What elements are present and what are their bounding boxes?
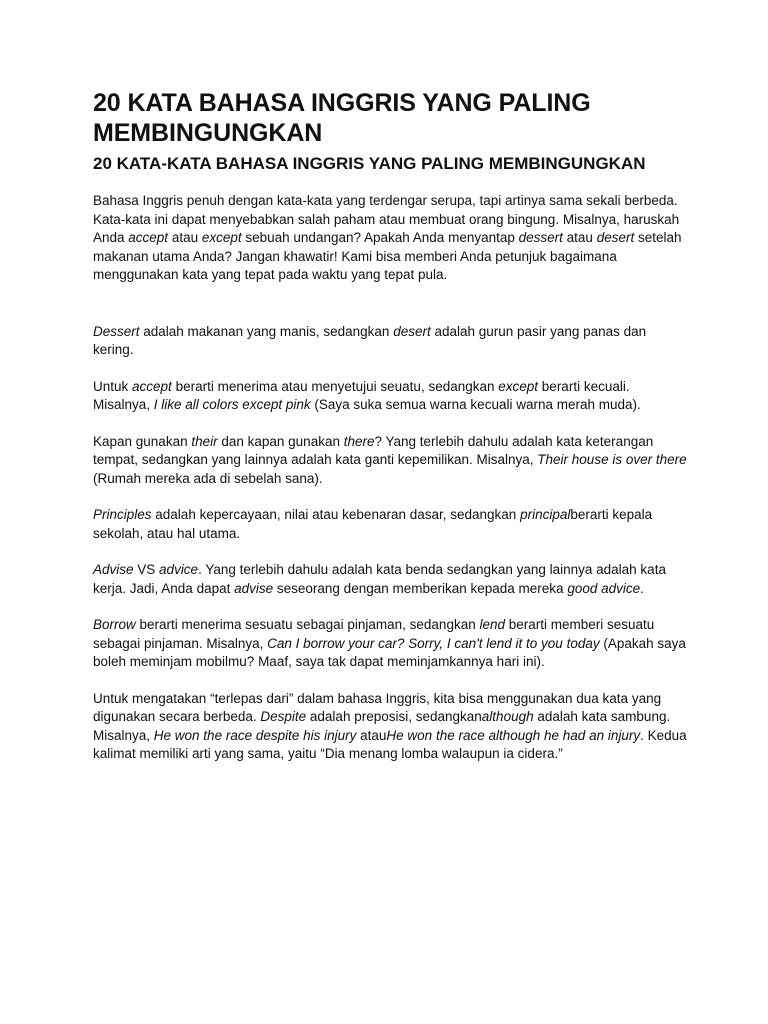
italic-term: advice (159, 562, 199, 577)
text-run: setelah makanan utama Anda? Jangan khawatir! Kami bisa memberi Anda petunjuk bagaimana menggunakan kata yang tepat pada waktu yang tepat pula. (93, 230, 682, 282)
text-run: adalah gurun pasir yang panas dan kering. (93, 323, 647, 357)
text-run: (Saya suka semua warna kecuali warna merah muda). (310, 397, 641, 412)
italic-term: Borrow (93, 617, 136, 632)
text-run: berarti memberi sesuatu sebagai pinjaman. Misalnya, (93, 617, 655, 651)
text-run: berarti menerima atau menyetujui seuatu, sedangkan (171, 378, 499, 394)
text-run: Untuk mengatakan “terlepas dari” dalam bahasa Inggris, kita bisa menggunakan dua kata yang digunakan secara berbeda. (93, 690, 662, 724)
text-run: Kapan gunakan (93, 433, 192, 449)
paragraph-accept-except (93, 378, 688, 415)
italic-term: desert (393, 323, 431, 339)
document-title: 20 KATA BAHASA INGGRIS YANG PALING MEMBINGUNGKAN (93, 89, 591, 147)
italic-term: there (343, 433, 375, 449)
text-run: adalah makanan yang manis, sedangkan (139, 323, 394, 339)
paragraph-principles-principal (93, 506, 688, 543)
italic-term: good advice (567, 580, 641, 596)
italic-term: I like all colors except pink (153, 397, 311, 412)
text-run: atau (562, 230, 597, 245)
text-run: adalah kata sambung. Misalnya, (93, 709, 671, 743)
italic-term: Their house is over there (537, 452, 687, 467)
text-run: berarti kecuali. Misalnya, (93, 378, 630, 412)
paragraph-dessert-desert (93, 323, 688, 360)
italic-term: except (498, 378, 539, 394)
paragraph-advise-advice (93, 561, 688, 598)
text-run: (Rumah mereka ada di sebelah sana). (93, 470, 323, 486)
text-run: VS (133, 562, 160, 577)
italic-term: advise (234, 580, 274, 596)
italic-term: desert (596, 230, 635, 245)
text-run: ? Yang terlebih dahulu adalah kata keterangan tempat, sedangkan yang lainnya adalah kata ganti kepemilikan. Misalnya, (93, 433, 654, 467)
text-run: . Yang terlebih dahulu adalah kata benda sedangkan yang lainnya adalah kata kerja. Jadi, Anda dapat (93, 562, 666, 596)
paragraph-intro (93, 192, 688, 285)
text-run: berarti menerima sesuatu sebagai pinjaman, sedangkan (135, 617, 480, 632)
text-run: adalah kepercayaan, nilai atau kebenaran dasar, sedangkan (151, 507, 521, 522)
italic-term: accept (132, 378, 172, 394)
text-run: sebuah undangan? Apakah Anda menyantap (241, 230, 519, 245)
text-run: atau (168, 230, 202, 245)
italic-term: Principles (93, 507, 152, 522)
italic-term: He won the race despite his injury (153, 727, 357, 743)
italic-term: Can I borrow your car? Sorry, I can't lend it to you today (267, 635, 600, 651)
text-run: Untuk (93, 378, 133, 394)
italic-term: accept (128, 230, 169, 245)
document-subtitle: 20 KATA-KATA BAHASA INGGRIS YANG PALING MEMBINGUNGKAN (93, 154, 646, 173)
italic-term: Despite (260, 709, 307, 724)
text-run: dan kapan gunakan (217, 433, 344, 449)
italic-term: dessert (518, 230, 563, 245)
italic-term: lend (479, 617, 505, 632)
italic-term: Advise (93, 562, 134, 577)
paragraph-borrow-lend (93, 616, 688, 672)
paragraph-their-there (93, 433, 688, 489)
italic-term: principal (520, 507, 571, 522)
text-run: Bahasa Inggris penuh dengan kata-kata yang terdengar serupa, tapi artinya sama sekali berbeda. Kata-kata ini dapat menyebabkan salah paham atau membuat orang bingung. Misalnya, haruskah Anda (93, 193, 680, 245)
text-run: . (640, 580, 644, 596)
text-run: seseorang dengan memberikan kepada mereka (273, 580, 568, 596)
document-body (93, 192, 688, 764)
italic-term: Dessert (93, 323, 140, 339)
italic-term: their (191, 433, 218, 449)
text-run: (Apakah saya boleh meminjam mobilmu? Maaf, saya tak dapat meminjamkannya hari ini). (93, 635, 686, 669)
paragraph-despite-although (93, 690, 688, 764)
text-run: adalah preposisi, sedangkan (306, 709, 482, 724)
text-run: . Kedua kalimat memiliki arti yang sama, yaitu “Dia menang lomba walaupun ia cidera.” (93, 727, 687, 761)
text-run: berarti kepala sekolah, atau hal utama. (93, 507, 653, 541)
italic-term: He won the race although he had an injury (386, 727, 641, 743)
italic-term: except (201, 230, 242, 245)
italic-term: although (481, 709, 534, 724)
text-run: atau (356, 727, 387, 743)
